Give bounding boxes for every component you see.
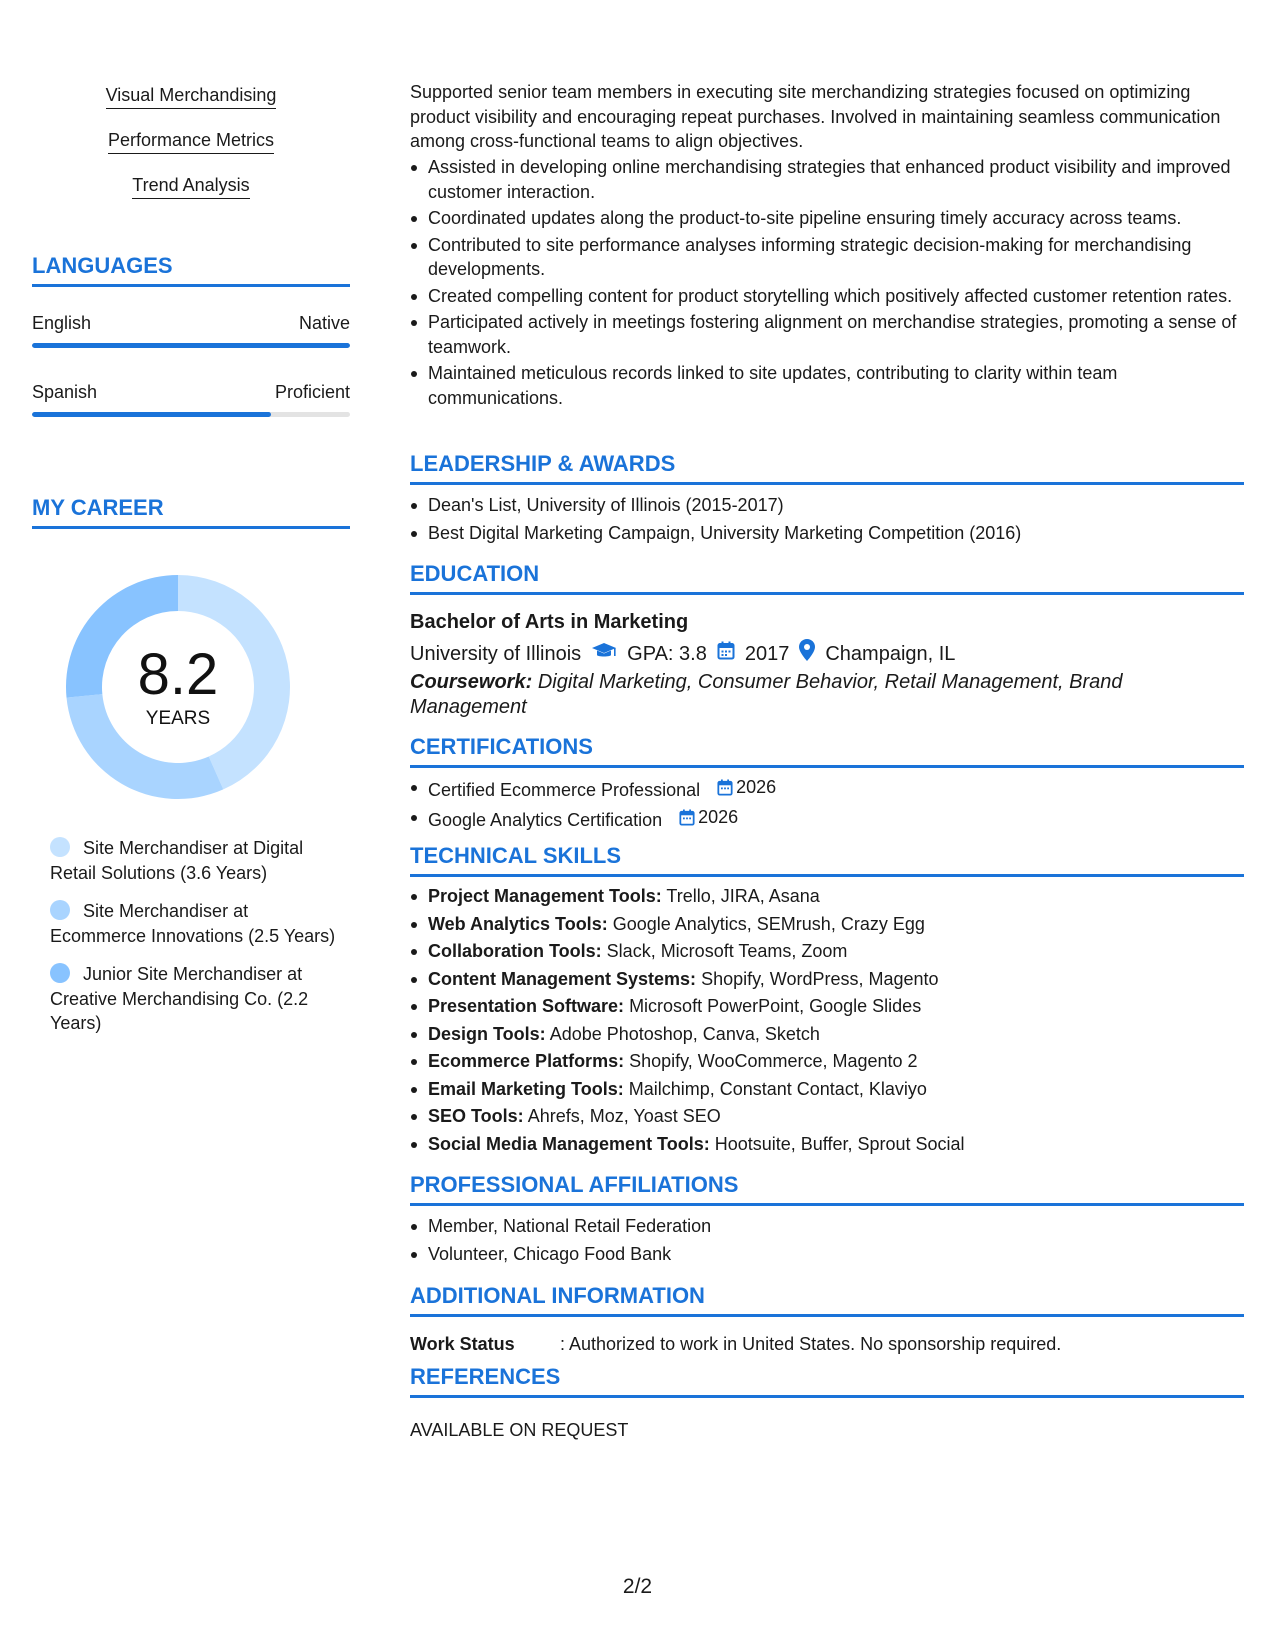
references-heading: REFERENCES bbox=[410, 1363, 1244, 1398]
skill-category: Project Management Tools: bbox=[428, 886, 662, 906]
experience-bullets bbox=[410, 155, 1244, 412]
certification-item bbox=[410, 805, 1244, 832]
affiliation-item: Member, National Retail Federation bbox=[410, 1214, 1244, 1239]
skill-category: Social Media Management Tools: bbox=[428, 1133, 710, 1154]
career-heading: MY CAREER bbox=[32, 494, 350, 529]
coursework-text: Digital Marketing, Consumer Behavior, Retail Management, Brand Management bbox=[410, 671, 1123, 718]
education-location: Champaign, IL bbox=[825, 642, 956, 665]
technical-skill-item bbox=[410, 1049, 1244, 1074]
career-legend-label: Junior Site Merchandiser at Creative Merchandising Co. (2.2 Years) bbox=[50, 964, 309, 1033]
technical-skill-item bbox=[410, 939, 1244, 964]
experience-bullet: Coordinated updates along the product-to-site pipeline ensuring timely accuracy across teams. bbox=[410, 206, 1244, 231]
language-proficiency-bar bbox=[32, 412, 350, 417]
skill-category: Ecommerce Platforms: bbox=[428, 1051, 625, 1071]
skill-values: Trello, JIRA, Asana bbox=[666, 886, 820, 906]
career-legend bbox=[50, 836, 340, 1050]
page-number: 2/2 bbox=[622, 1575, 653, 1598]
languages-heading: LANGUAGES bbox=[32, 252, 350, 287]
education-coursework bbox=[410, 670, 1190, 719]
language-english bbox=[32, 312, 350, 348]
work-status-row bbox=[410, 1332, 1061, 1356]
education-degree: Bachelor of Arts in Marketing bbox=[410, 611, 689, 633]
skill-tag: Trend Analysis bbox=[132, 174, 249, 199]
experience-bullet: Participated actively in meetings fostering alignment on merchandise strategies, promoting a sense of teamwork. bbox=[410, 310, 1244, 359]
coursework-label: Coursework: bbox=[410, 671, 533, 693]
leadership-heading: LEADERSHIP & AWARDS bbox=[410, 450, 1244, 485]
affiliations-heading: PROFESSIONAL AFFILIATIONS bbox=[410, 1171, 1244, 1206]
skill-tag: Visual Merchandising bbox=[106, 84, 277, 109]
technical-skill-item bbox=[410, 967, 1244, 992]
certification-year: 2026 bbox=[698, 807, 739, 828]
technical-skill-item bbox=[410, 1104, 1244, 1129]
language-name: English bbox=[32, 313, 92, 333]
work-status-value: : Authorized to work in United States. No sponsorship required. bbox=[560, 1334, 1062, 1354]
technical-skill-item bbox=[410, 994, 1244, 1019]
career-legend-item bbox=[50, 962, 340, 1036]
leadership-list bbox=[410, 493, 1244, 548]
career-donut-chart bbox=[65, 574, 291, 800]
experience-bullet: Assisted in developing online merchandising strategies that enhanced product visibility and improved customer interaction. bbox=[410, 155, 1244, 204]
technical-skill-item bbox=[410, 1077, 1244, 1102]
education-details bbox=[410, 639, 955, 668]
technical-skills-heading: TECHNICAL SKILLS bbox=[410, 842, 1244, 877]
legend-dot bbox=[50, 963, 70, 983]
work-status-label: Work Status bbox=[410, 1334, 515, 1354]
experience-summary: Supported senior team members in executing site merchandizing strategies focused on optimizing product visibility and encouraging repeat purchases. Involved in maintaining seamless communication among cross-functional teams to align objectives. bbox=[410, 82, 1221, 151]
career-legend-item bbox=[50, 899, 340, 948]
experience-bullet: Contributed to site performance analyses informing strategic decision-making for merchandising developments. bbox=[410, 233, 1244, 282]
experience-bullet: Maintained meticulous records linked to site updates, contributing to clarity within team communications. bbox=[410, 361, 1244, 410]
skill-tag: Performance Metrics bbox=[108, 129, 274, 154]
language-proficiency-fill bbox=[32, 412, 271, 417]
skill-values: Google Analytics, SEMrush, Crazy Egg bbox=[612, 913, 925, 934]
affiliations-list bbox=[410, 1214, 1244, 1269]
language-level: Native bbox=[298, 313, 350, 333]
affiliation-item: Volunteer, Chicago Food Bank bbox=[410, 1242, 1244, 1267]
calendar-icon bbox=[717, 779, 733, 796]
certifications-heading: CERTIFICATIONS bbox=[410, 733, 1244, 768]
references-text: AVAILABLE ON REQUEST bbox=[410, 1420, 629, 1440]
graduation-cap-icon bbox=[591, 641, 617, 667]
language-spanish bbox=[32, 381, 350, 417]
certification-item bbox=[410, 775, 1244, 802]
education-heading: EDUCATION bbox=[410, 560, 1244, 595]
language-proficiency-fill bbox=[32, 343, 350, 348]
skill-values: Adobe Photoshop, Canva, Sketch bbox=[549, 1023, 820, 1044]
calendar-icon bbox=[717, 641, 735, 667]
skill-category: Email Marketing Tools: bbox=[428, 1078, 624, 1099]
skill-category: Content Management Systems: bbox=[428, 968, 697, 989]
skill-values: Mailchimp, Constant Contact, Klaviyo bbox=[628, 1078, 927, 1099]
skill-values: Hootsuite, Buffer, Sprout Social bbox=[714, 1133, 965, 1154]
career-legend-label: Site Merchandiser at Ecommerce Innovations (2.5 Years) bbox=[50, 901, 336, 946]
education-gpa: GPA: 3.8 bbox=[627, 642, 707, 665]
career-legend-label: Site Merchandiser at Digital Retail Solutions (3.6 Years) bbox=[50, 838, 304, 883]
legend-dot bbox=[50, 837, 70, 857]
additional-info-heading: ADDITIONAL INFORMATION bbox=[410, 1282, 1244, 1317]
skill-values: Slack, Microsoft Teams, Zoom bbox=[606, 941, 848, 961]
skill-values: Microsoft PowerPoint, Google Slides bbox=[629, 996, 922, 1016]
legend-dot bbox=[50, 900, 70, 920]
certifications-list bbox=[410, 775, 1244, 836]
language-proficiency-bar bbox=[32, 343, 350, 348]
technical-skill-item bbox=[410, 884, 1244, 909]
technical-skill-item bbox=[410, 912, 1244, 937]
leadership-item: Best Digital Marketing Campaign, University Marketing Competition (2016) bbox=[410, 521, 1244, 546]
experience-bullet: Created compelling content for product storytelling which positively affected customer retention rates. bbox=[410, 284, 1244, 309]
location-pin-icon bbox=[799, 639, 815, 668]
certification-name: Certified Ecommerce Professional bbox=[428, 779, 701, 800]
career-total-years: 8.2 bbox=[137, 642, 219, 707]
skill-category: SEO Tools: bbox=[428, 1106, 524, 1126]
technical-skills-list bbox=[410, 884, 1244, 1159]
skill-category: Design Tools: bbox=[428, 1023, 546, 1044]
leadership-item: Dean's List, University of Illinois (2015-2017) bbox=[410, 493, 1244, 518]
education-year: 2017 bbox=[744, 642, 790, 665]
language-name: Spanish bbox=[32, 382, 98, 402]
technical-skill-item bbox=[410, 1132, 1244, 1157]
skill-category: Presentation Software: bbox=[428, 996, 625, 1016]
skill-values: Shopify, WordPress, Magento bbox=[701, 968, 939, 989]
education-school: University of Illinois bbox=[410, 642, 582, 665]
skill-category: Web Analytics Tools: bbox=[428, 913, 608, 934]
career-years-label: YEARS bbox=[145, 708, 211, 729]
calendar-icon bbox=[679, 809, 695, 826]
career-legend-item bbox=[50, 836, 340, 885]
skill-tags bbox=[32, 84, 350, 219]
skill-values: Shopify, WooCommerce, Magento 2 bbox=[629, 1051, 918, 1071]
language-level: Proficient bbox=[274, 382, 350, 402]
certification-year: 2026 bbox=[736, 777, 777, 797]
skill-category: Collaboration Tools: bbox=[428, 941, 602, 961]
skill-values: Ahrefs, Moz, Yoast SEO bbox=[527, 1106, 721, 1126]
certification-name: Google Analytics Certification bbox=[428, 810, 663, 830]
technical-skill-item bbox=[410, 1022, 1244, 1047]
